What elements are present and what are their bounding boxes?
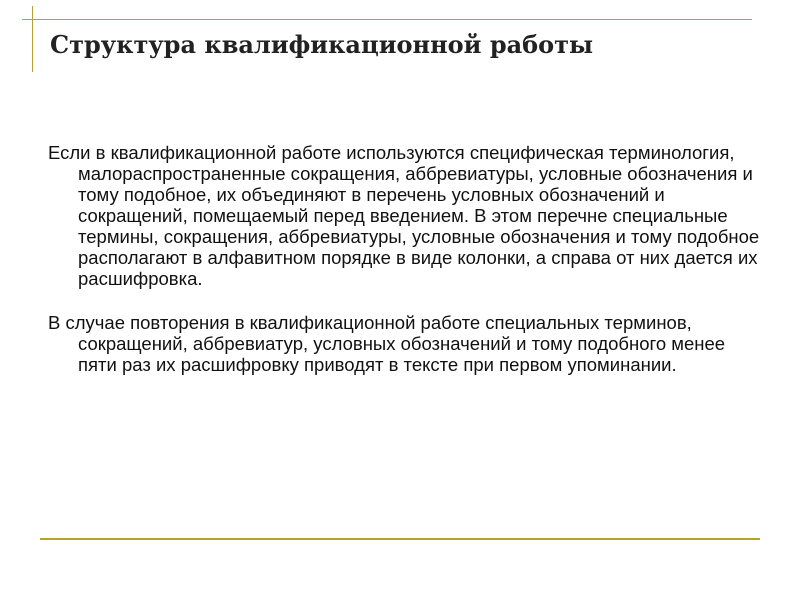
left-accent-line [32, 6, 33, 72]
slide-body [48, 142, 766, 375]
bottom-accent-line [40, 538, 760, 540]
paragraph-repeated-terms: В случае повторения в квалификационной работе специальных терминов, сокращений, аббревиатур, условных обозначений и тому подобного менее пяти раз их расшифровку приводят в тексте при первом упоминании. [48, 312, 726, 375]
paragraph-abbreviations-list: Если в квалификационной работе используются специфическая терминология, малораспространенные сокращения, аббревиатуры, условные обозначения и тому подобное, их объединяют в перечень условных обозначений и сокращений, помещаемый перед введением. В этом перечне специальные термины, сокращения, аббревиатуры, условные обозначения и тому подобное располагают в алфавитном порядке в виде колонки, а справа от них дается их расшифровка. [48, 142, 760, 289]
top-accent-line [22, 19, 752, 20]
slide-title: Структура квалификационной работы [50, 30, 594, 59]
